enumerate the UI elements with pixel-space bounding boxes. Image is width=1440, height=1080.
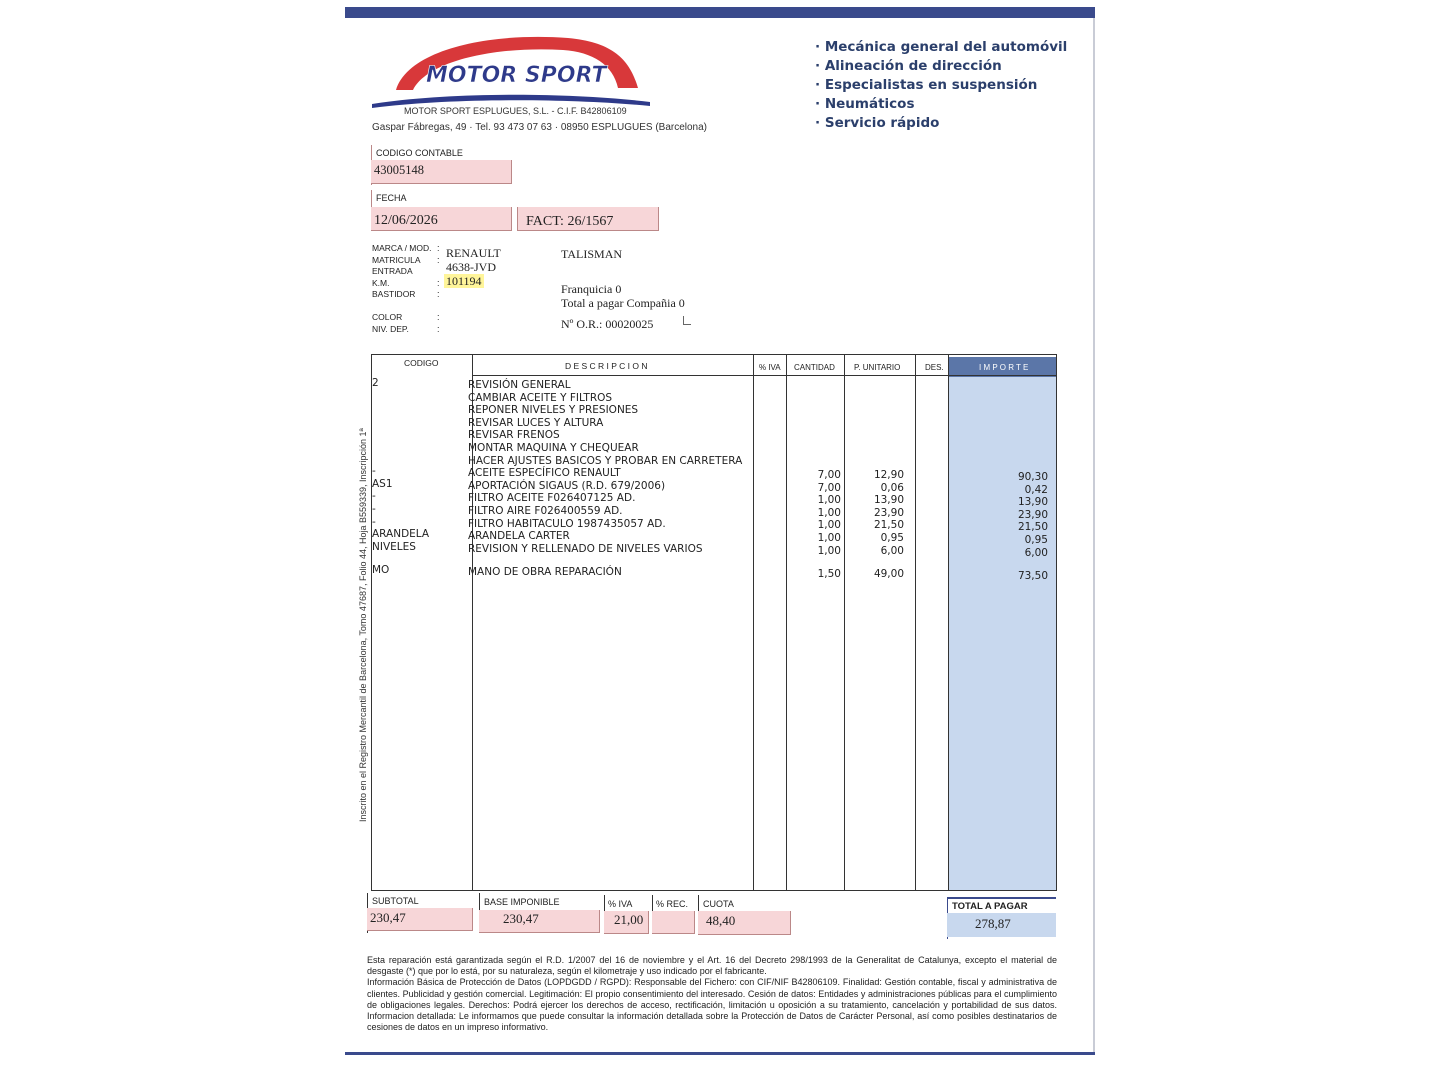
column-divider [844, 355, 845, 890]
services-list [815, 38, 1067, 133]
colon-column: : : : : [437, 243, 440, 299]
company-line: MOTOR SPORT ESPLUGUES, S.L. - C.I.F. B42806109 [404, 106, 627, 116]
registry-side-text: Inscrito en el Registro Mercantil de Barcelona, Tomo 47687, Folio 44, Hoja B559339, Inscripción 1ª [358, 428, 368, 822]
codigo-cell [372, 390, 429, 403]
cantidad-cell: 7,00 [817, 469, 841, 481]
total-label: TOTAL A PAGAR [952, 901, 1028, 912]
franquicia-text: Franquicia 0 [561, 282, 622, 296]
header-precio: P. UNITARIO [854, 363, 901, 372]
precio-cell: 49,00 [873, 568, 904, 581]
base-label: BASE IMPONIBLE [484, 897, 560, 907]
tick-mark [683, 324, 691, 325]
codigo-cell: 2 [372, 377, 379, 389]
descripcion-cell: REPONER NIVELES Y PRESIONES [468, 404, 639, 417]
descripcion-cell: ARANDELA CARTER [468, 530, 570, 543]
vehicle-labels-2 [372, 312, 409, 335]
fecha-label: FECHA [376, 193, 407, 203]
marca-value: RENAULT [446, 246, 501, 260]
factura-value: FACT: 26/1567 [526, 214, 614, 229]
service-item: · Neumáticos [815, 95, 1067, 114]
header-des: DES. [925, 363, 944, 372]
descripcion-cell: REVISION Y RELLENADO DE NIVELES VARIOS [468, 542, 703, 555]
km-highlight: 101194 [446, 274, 482, 288]
precio-cell: 23,90 [873, 506, 904, 519]
footer-data-protection: Información Básica de Protección de Datos (LOPDGDD / RGPD): Responsable del Fichero: con CIF/NIF B42806109. Finalidad: Gestión contable, fiscal y administrativa de clientes. Publicidad y gestión comercial. Legitimación: El propio consentimiento del interesado. Cesión de datos: Entidades y administraciones públicas para el cumplimiento de obligaciones legales. Derechos: Podrá ejercer los derechos de acceso, rectificación, limitación u oposición a su tratamiento, cancelación y portabilidad de sus datos. Informacion detallada: Le informamos que puede consultar la información detallada sobre la Protección de Datos de Carácter Personal, así como posibles destinatarios de cesiones de datos en un impreso informativo. [367, 977, 1057, 1033]
precio-cell: 0,95 [880, 531, 904, 544]
column-divider [948, 355, 949, 890]
cantidad-cell: 1,50 [817, 568, 841, 581]
column-divider [753, 355, 754, 890]
codigo-cell [372, 440, 429, 453]
descripcion-cell: CAMBIAR ACEITE Y FILTROS [468, 391, 613, 404]
num-or-text: Nº O.R.: 00020025 [561, 317, 654, 331]
base-value: 230,47 [503, 911, 539, 926]
header-codigo: CODIGO [404, 358, 439, 368]
fecha-value: 12/06/2026 [374, 213, 438, 228]
label-bastidor: BASTIDOR [372, 289, 416, 299]
cuota-value: 48,40 [706, 913, 736, 928]
footer-legal [367, 955, 1057, 1033]
total-compania-text: Total a pagar Compañia 0 [561, 296, 685, 310]
importe-cell: 21,50 [1017, 521, 1048, 534]
importe-column-bg [949, 357, 1056, 890]
precio-column [844, 469, 904, 581]
codigo-cell: NIVELES [372, 540, 416, 553]
header-rule [472, 375, 1056, 376]
vehicle-labels [372, 243, 432, 301]
codigo-column [372, 377, 429, 577]
logo-text: MOTOR SPORT [426, 63, 607, 88]
importe-cells [952, 471, 1048, 583]
descripcion-cell: MONTAR MAQUINA Y CHEQUEAR [468, 441, 639, 454]
descripcion-cell: MANO DE OBRA REPARACIÓN [468, 566, 622, 579]
header-cantidad: CANTIDAD [794, 363, 835, 372]
column-divider [915, 355, 916, 890]
importe-cell: 0,42 [1024, 483, 1048, 496]
iva-value: 21,00 [614, 912, 644, 927]
label-entrada: ENTRADA [372, 266, 413, 276]
rec-box [652, 911, 695, 934]
label-marca: MARCA / MOD. [372, 243, 432, 253]
km-value [444, 275, 484, 289]
descripcion-cell: APORTACIÓN SIGAUS (R.D. 679/2006) [468, 479, 666, 492]
importe-cell: 13,90 [1017, 496, 1048, 509]
importe-cell: 6,00 [1024, 546, 1048, 559]
footer-guarantee: Esta reparación está garantizada según el R.D. 1/2007 del 16 de noviembre y el Art. 16 del Decreto 298/1993 de la Generalitat de Catalunya, excepto el material de desgaste (*) que por lo está, por su naturaleza, según el kilometraje y uso indicado por el fabricante. [367, 955, 1057, 977]
descripcion-cell: REVISAR LUCES Y ALTURA [468, 416, 604, 429]
codigo-cell [372, 402, 429, 415]
cuota-label: CUOTA [703, 899, 734, 909]
descripcion-cell: HACER AJUSTES BASICOS Y PROBAR EN CARRETERA [468, 454, 743, 467]
subtotal-label: SUBTOTAL [372, 896, 419, 906]
codigo-cell: - [372, 515, 376, 528]
rec-label: % REC. [656, 899, 689, 909]
service-item: · Especialistas en suspensión [815, 76, 1067, 95]
codigo-contable-value: 43005148 [374, 163, 424, 177]
cantidad-cell: 1,00 [817, 519, 841, 532]
label-matricula: MATRICULA [372, 254, 421, 265]
matricula-value: 4638-JVD [446, 260, 496, 274]
page-edge [1093, 18, 1095, 1054]
precio-cell: 13,90 [873, 494, 904, 507]
cantidad-cell: 1,00 [817, 494, 841, 507]
subtotal-value: 230,47 [370, 910, 406, 925]
codigo-cell: AS1 [372, 477, 393, 490]
cantidad-cell: 1,00 [817, 544, 841, 557]
bottom-rule [345, 1052, 1095, 1055]
service-item: · Servicio rápido [815, 114, 1067, 133]
precio-cells [844, 469, 904, 581]
descripcion-cell: FILTRO AIRE F026400559 AD. [468, 504, 623, 517]
importe-cell: 23,90 [1017, 508, 1048, 521]
tick-mark [683, 316, 684, 324]
codigo-cell [372, 415, 429, 428]
precio-cell: 0,06 [880, 481, 904, 494]
column-divider [786, 355, 787, 890]
label-km: K.M. [372, 277, 390, 288]
precio-cell: 6,00 [880, 544, 904, 557]
precio-cell: 21,50 [873, 519, 904, 532]
descripcion-cell: REVISAR FRENOS [468, 429, 560, 442]
header-importe: I M P O R T E [979, 363, 1029, 372]
descripcion-cell: ACEITE ESPECÍFICO RENAULT [468, 467, 621, 480]
items-table [371, 354, 1057, 891]
service-item: · Alineación de dirección [815, 57, 1067, 76]
importe-column [952, 471, 1048, 583]
cantidad-column [786, 469, 841, 581]
importe-cell: 90,30 [1017, 471, 1048, 483]
importe-cell: 73,50 [1017, 570, 1048, 583]
cantidad-cell: 1,00 [817, 506, 841, 519]
descripcion-cells [468, 379, 742, 579]
label-niv-dep: NIV. DEP. [372, 323, 409, 334]
cantidad-cells [786, 469, 841, 581]
top-rule [345, 7, 1095, 18]
descripcion-cell: FILTRO ACEITE F026407125 AD. [468, 492, 636, 505]
cantidad-cell: 7,00 [817, 481, 841, 494]
descripcion-column [468, 379, 742, 579]
codigo-cell [372, 453, 429, 466]
service-item: · Mecánica general del automóvil [815, 38, 1067, 57]
precio-cell: 12,90 [873, 469, 904, 481]
label-color: COLOR [372, 312, 403, 322]
motor-sport-logo [368, 30, 658, 110]
total-value: 278,87 [975, 916, 1011, 931]
header-iva: % IVA [759, 363, 781, 372]
codigo-cells [372, 377, 429, 577]
codigo-contable-label: CODIGO CONTABLE [376, 148, 463, 158]
cantidad-cell: 1,00 [817, 531, 841, 544]
colon-column-2: : : [437, 312, 440, 334]
modelo-value: TALISMAN [561, 247, 623, 261]
codigo-cell: - [372, 490, 376, 503]
descripcion-cell: FILTRO HABITACULO 1987435057 AD. [468, 517, 666, 530]
iva-label: % IVA [608, 899, 633, 909]
address-line: Gaspar Fábregas, 49 · Tel. 93 473 07 63 · 08950 ESPLUGUES (Barcelona) [372, 122, 708, 133]
codigo-cell: - [372, 465, 376, 478]
codigo-cell: ARANDELA [372, 528, 430, 541]
header-descripcion: D E S C R I P C I O N [565, 361, 648, 371]
importe-cell: 0,95 [1024, 533, 1048, 546]
codigo-cell [372, 427, 429, 440]
codigo-cell: - [372, 502, 376, 515]
base-box [479, 910, 600, 933]
descripcion-cell: REVISIÓN GENERAL [468, 379, 571, 391]
codigo-cell: MO [372, 564, 390, 577]
